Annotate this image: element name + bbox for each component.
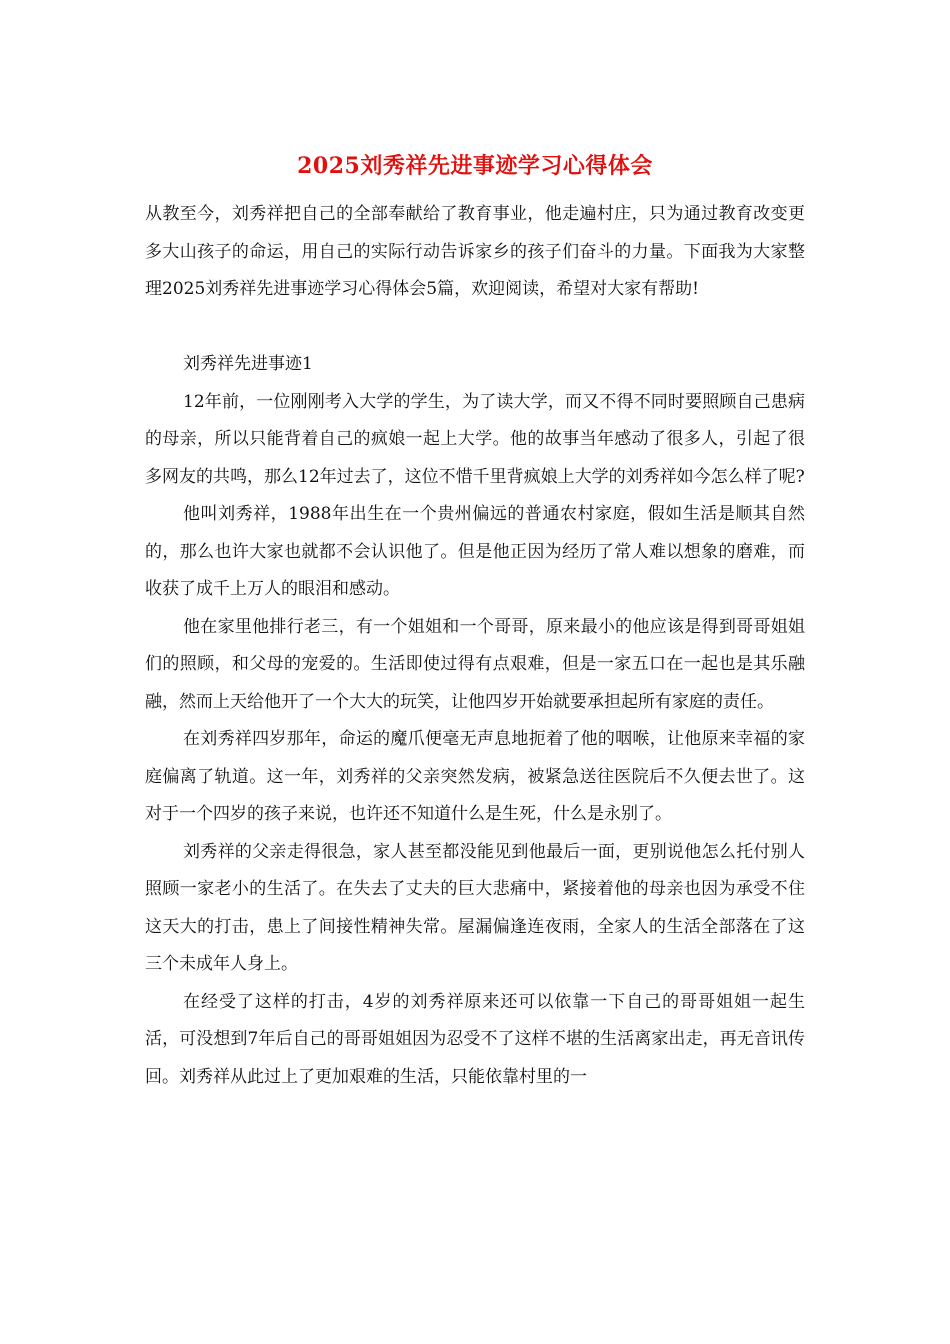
section-heading: 刘秀祥先进事迹1: [183, 354, 313, 374]
body-paragraph: 在经受了这样的打击，4岁的刘秀祥原来还可以依靠一下自己的哥哥姐姐一起生活，可没想到7年后自己的哥哥姐姐因为忍受不了这样不堪的生活离家出走，再无音讯传回。刘秀祥从此过上了更加艰难的生活，只能依靠村里的一: [145, 991, 805, 1087]
intro-paragraph: 从教至今，刘秀祥把自己的全部奉献给了教育事业，他走遍村庄，只为通过教育改变更多大山孩子的命运，用自己的实际行动告诉家乡的孩子们奋斗的力量。下面我为大家整理2025刘秀祥先进事迹学习心得体会5篇，欢迎阅读，希望对大家有帮助!: [145, 204, 805, 299]
document-body: [145, 196, 805, 1096]
blank-line: [145, 309, 805, 347]
body-paragraph: 刘秀祥的父亲走得很急，家人甚至都没能见到他最后一面，更别说他怎么托付别人照顾一家老小的生活了。在失去了丈夫的巨大悲痛中，紧接着他的母亲也因为承受不住这天大的打击，患上了间接性精神失常。屋漏偏逢连夜雨，全家人的生活全部落在了这三个未成年人身上。: [145, 841, 805, 974]
body-paragraph: 他在家里他排行老三，有一个姐姐和一个哥哥，原来最小的他应该是得到哥哥姐姐们的照顾，和父母的宠爱的。生活即使过得有点艰难，但是一家五口在一起也是其乐融融，然而上天给他开了一个大大的玩笑，让他四岁开始就要承担起所有家庭的责任。: [145, 616, 805, 712]
body-paragraph: 12年前，一位刚刚考入大学的学生，为了读大学，而又不得不同时要照顾自己患病的母亲，所以只能背着自己的疯娘一起上大学。他的故事当年感动了很多人，引起了很多网友的共鸣，那么12年过去了，这位不惜千里背疯娘上大学的刘秀祥如今怎么样了呢?: [145, 391, 805, 487]
body-paragraph: 在刘秀祥四岁那年，命运的魔爪便毫无声息地扼着了他的咽喉，让他原来幸福的家庭偏离了轨道。这一年，刘秀祥的父亲突然发病，被紧急送往医院后不久便去世了。这对于一个四岁的孩子来说，也许还不知道什么是生死，什么是永别了。: [145, 729, 805, 824]
body-paragraph: 他叫刘秀祥，1988年出生在一个贵州偏远的普通农村家庭，假如生活是顺其自然的，那么也许大家也就都不会认识他了。但是他正因为经历了常人难以想象的磨难，而收获了成千上万人的眼泪和感动。: [145, 504, 805, 599]
document-title: 2025刘秀祥先进事迹学习心得体会: [297, 153, 653, 179]
